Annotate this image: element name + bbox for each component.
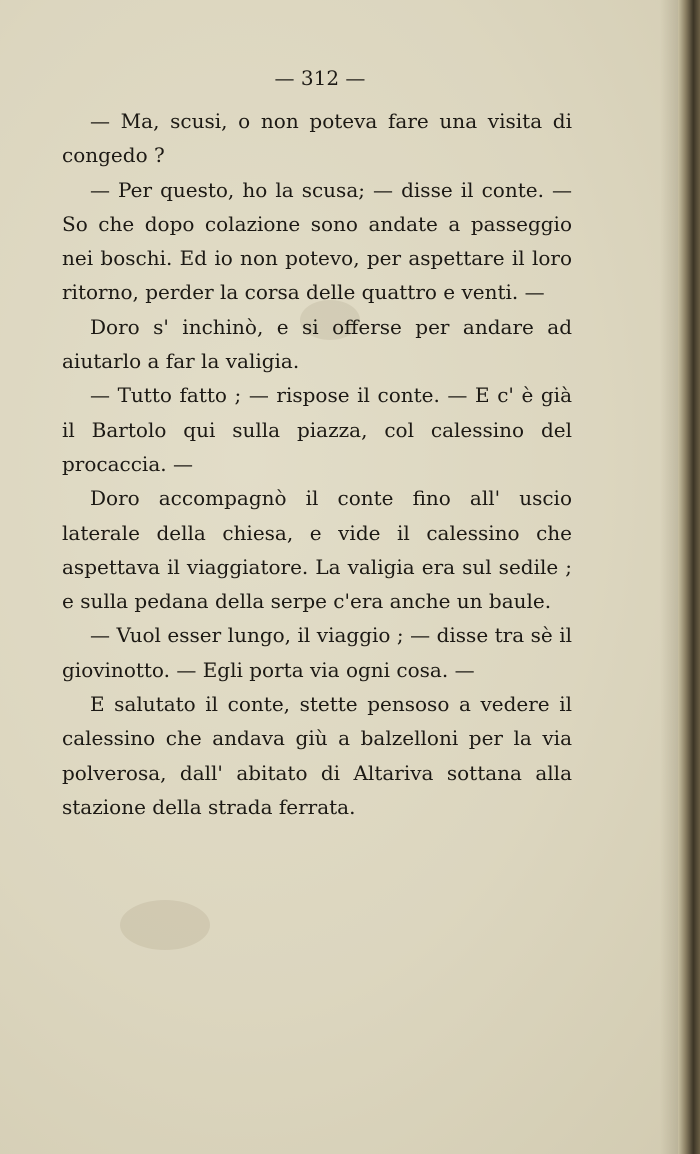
page-gutter-shadow: [660, 0, 678, 1154]
paragraph: Doro s' inchinò, e si offerse per andare ad aiutarlo a far la valigia.: [62, 314, 572, 374]
paragraph: — Tutto fatto ; — rispose il conte. — E c' è già il Bartolo qui sulla piazza, col calessino del procaccia. —: [62, 383, 572, 476]
book-spine-edge: [678, 0, 700, 1154]
paper-stain: [120, 900, 210, 950]
paragraph: Doro accompagnò il conte fino all' uscio laterale della chiesa, e vide il calessino che aspettava il viaggiatore. La valigia era sul sedile ; e sulla pedana della serpe c'era anche un baule.: [62, 486, 572, 614]
body-text: [62, 104, 572, 824]
paragraph: — Vuol esser lungo, il viaggio ; — disse tra sè il giovinotto. — Egli porta via ogni cosa. —: [62, 623, 572, 682]
paragraph: E salutato il conte, stette pensoso a vedere il calessino che andava giù a balzelloni per la via polverosa, dall' abitato di Altariva sottana alla stazione della strada ferrata.: [62, 692, 572, 819]
page-number: — 312 —: [274, 66, 366, 90]
paragraph: — Ma, scusi, o non poteva fare una visita di congedo ?: [62, 109, 572, 168]
paragraph: — Per questo, ho la scusa; — disse il conte. — So che dopo colazione sono andate a passeggio nei boschi. Ed io non potevo, per aspettare il loro ritorno, perder la corsa delle quattro e venti. —: [62, 177, 572, 305]
